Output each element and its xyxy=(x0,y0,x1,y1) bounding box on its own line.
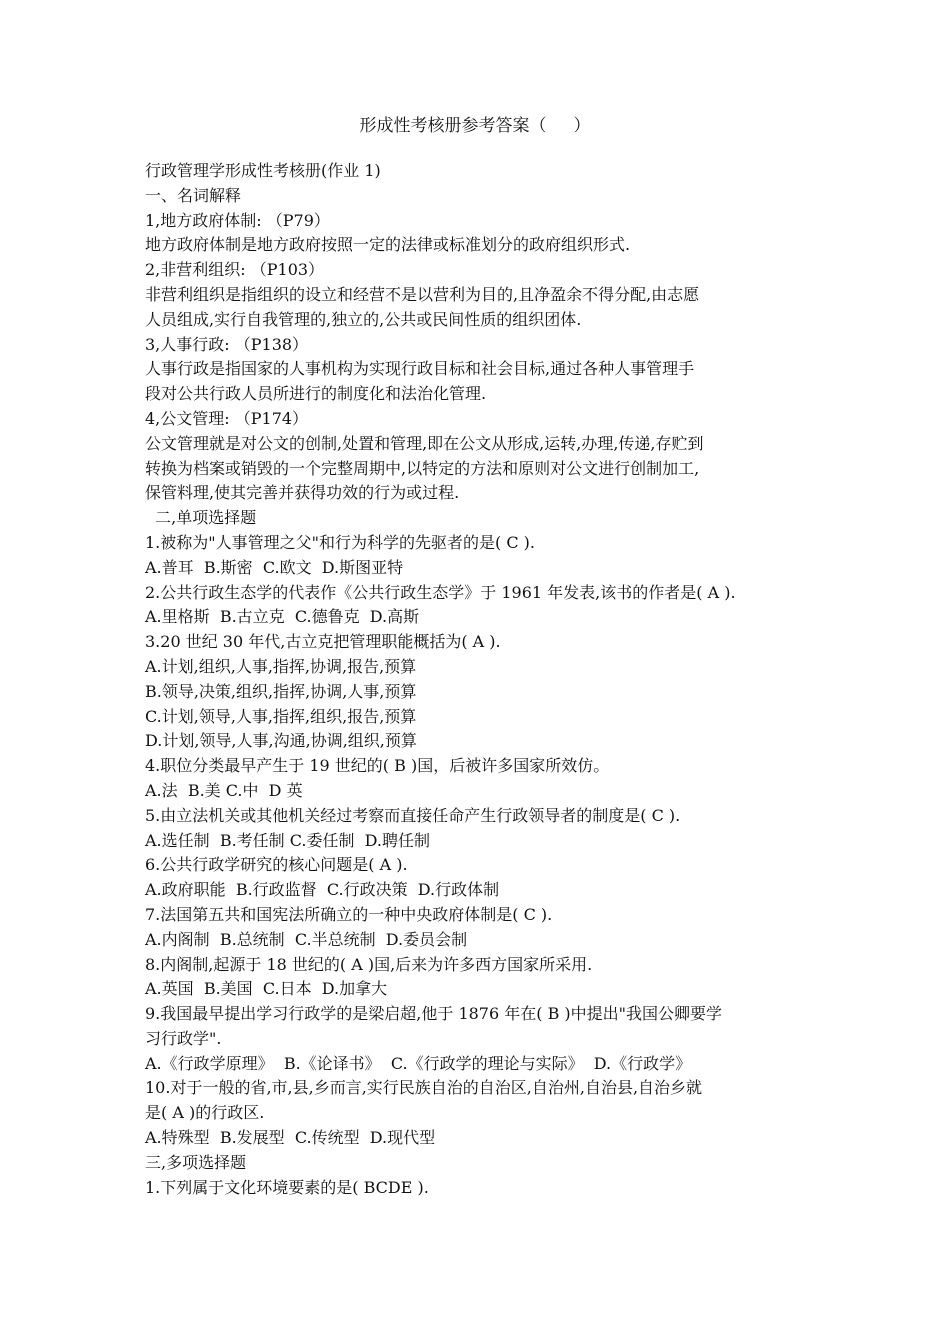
section-heading-terms: 一、名词解释 xyxy=(145,185,242,205)
question: 8.内阁制,起源于 18 世纪的( A )国,后来为许多西方国家所采用. xyxy=(145,954,593,974)
answer-options: A.《行政学原理》 B.《论译书》 C.《行政学的理论与实际》 D.《行政学》 xyxy=(145,1053,692,1073)
answer-options: A.特殊型 B.发展型 C.传统型 D.现代型 xyxy=(145,1128,436,1148)
term-definition: 保管料理,使其完善并获得功效的行为或过程. xyxy=(145,483,460,503)
term-heading: 4,公文管理: （P174） xyxy=(145,408,309,428)
answer-options: A.里格斯 B.古立克 C.德鲁克 D.高斯 xyxy=(145,607,420,627)
answer-options: A.内阁制 B.总统制 C.半总统制 D.委员会制 xyxy=(145,929,468,949)
answer-options: A.计划,组织,人事,指挥,协调,报告,预算 xyxy=(145,656,417,676)
answer-options: B.领导,决策,组织,指挥,协调,人事,预算 xyxy=(145,681,417,701)
term-definition: 地方政府体制是地方政府按照一定的法律或标准划分的政府组织形式. xyxy=(145,235,631,255)
question: 2.公共行政生态学的代表作《公共行政生态学》于 1961 年发表,该书的作者是( A ). xyxy=(145,582,736,602)
term-definition: 转换为档案或销毁的一个完整周期中,以特定的方法和原则对公文进行创制加工, xyxy=(145,458,700,478)
term-definition: 公文管理就是对公文的创制,处置和管理,即在公文从形成,运转,办理,传递,存贮到 xyxy=(145,433,704,453)
term-definition: 非营利组织是指组织的设立和经营不是以营利为目的,且净盈余不得分配,由志愿 xyxy=(145,284,700,304)
term-definition: 段对公共行政人员所进行的制度化和法治化管理. xyxy=(145,384,487,404)
question: 4.职位分类最早产生于 19 世纪的( B )国，后被许多国家所效仿。 xyxy=(145,756,610,776)
question: 1.被称为"人事管理之父"和行为科学的先驱者的是( C ). xyxy=(145,532,535,552)
answer-options: A.普耳 B.斯密 C.欧文 D.斯图亚特 xyxy=(145,557,404,577)
document-body xyxy=(145,159,825,1200)
answer-options: A.选任制 B.考任制 C.委任制 D.聘任制 xyxy=(145,830,431,850)
question: 习行政学". xyxy=(145,1028,222,1048)
question: 3.20 世纪 30 年代,古立克把管理职能概括为( A ). xyxy=(145,632,501,652)
question: 1.下列属于文化环境要素的是( BCDE ). xyxy=(145,1177,429,1197)
answer-options: C.计划,领导,人事,指挥,组织,报告,预算 xyxy=(145,706,417,726)
answer-options: A.法 B.美 C.中 D 英 xyxy=(145,780,303,800)
question: 10.对于一般的省,市,县,乡而言,实行民族自治的自治区,自治州,自治县,自治乡就 xyxy=(145,1078,703,1098)
section-header-assignment: 行政管理学形成性考核册(作业 1) xyxy=(145,161,381,180)
term-heading: 1,地方政府体制: （P79） xyxy=(145,210,330,230)
answer-options: D.计划,领导,人事,沟通,协调,组织,预算 xyxy=(145,731,417,751)
answer-options: A.英国 B.美国 C.日本 D.加拿大 xyxy=(145,979,388,999)
document-title: 形成性考核册参考答案（ ） xyxy=(359,116,591,136)
question: 是( A )的行政区. xyxy=(145,1103,265,1123)
question: 6.公共行政学研究的核心问题是( A ). xyxy=(145,855,408,875)
section-heading-single-choice: 二,单项选择题 xyxy=(145,508,257,528)
term-definition: 人员组成,实行自我管理的,独立的,公共或民间性质的组织团体. xyxy=(145,309,582,329)
question: 7.法国第五共和国宪法所确立的一种中央政府体制是( C ). xyxy=(145,904,553,924)
term-heading: 2,非营利组织: （P103） xyxy=(145,260,325,280)
term-heading: 3,人事行政: （P138） xyxy=(145,334,309,354)
term-definition: 人事行政是指国家的人事机构为实现行政目标和社会目标,通过各种人事管理手 xyxy=(145,359,695,379)
question: 5.由立法机关或其他机关经过考察而直接任命产生行政领导者的制度是( C ). xyxy=(145,805,681,825)
answer-options: A.政府职能 B.行政监督 C.行政决策 D.行政体制 xyxy=(145,880,500,900)
section-heading-multiple-choice: 三,多项选择题 xyxy=(145,1152,247,1172)
question: 9.我国最早提出学习行政学的是梁启超,他于 1876 年在( B )中提出"我国公卿要学 xyxy=(145,1004,723,1024)
